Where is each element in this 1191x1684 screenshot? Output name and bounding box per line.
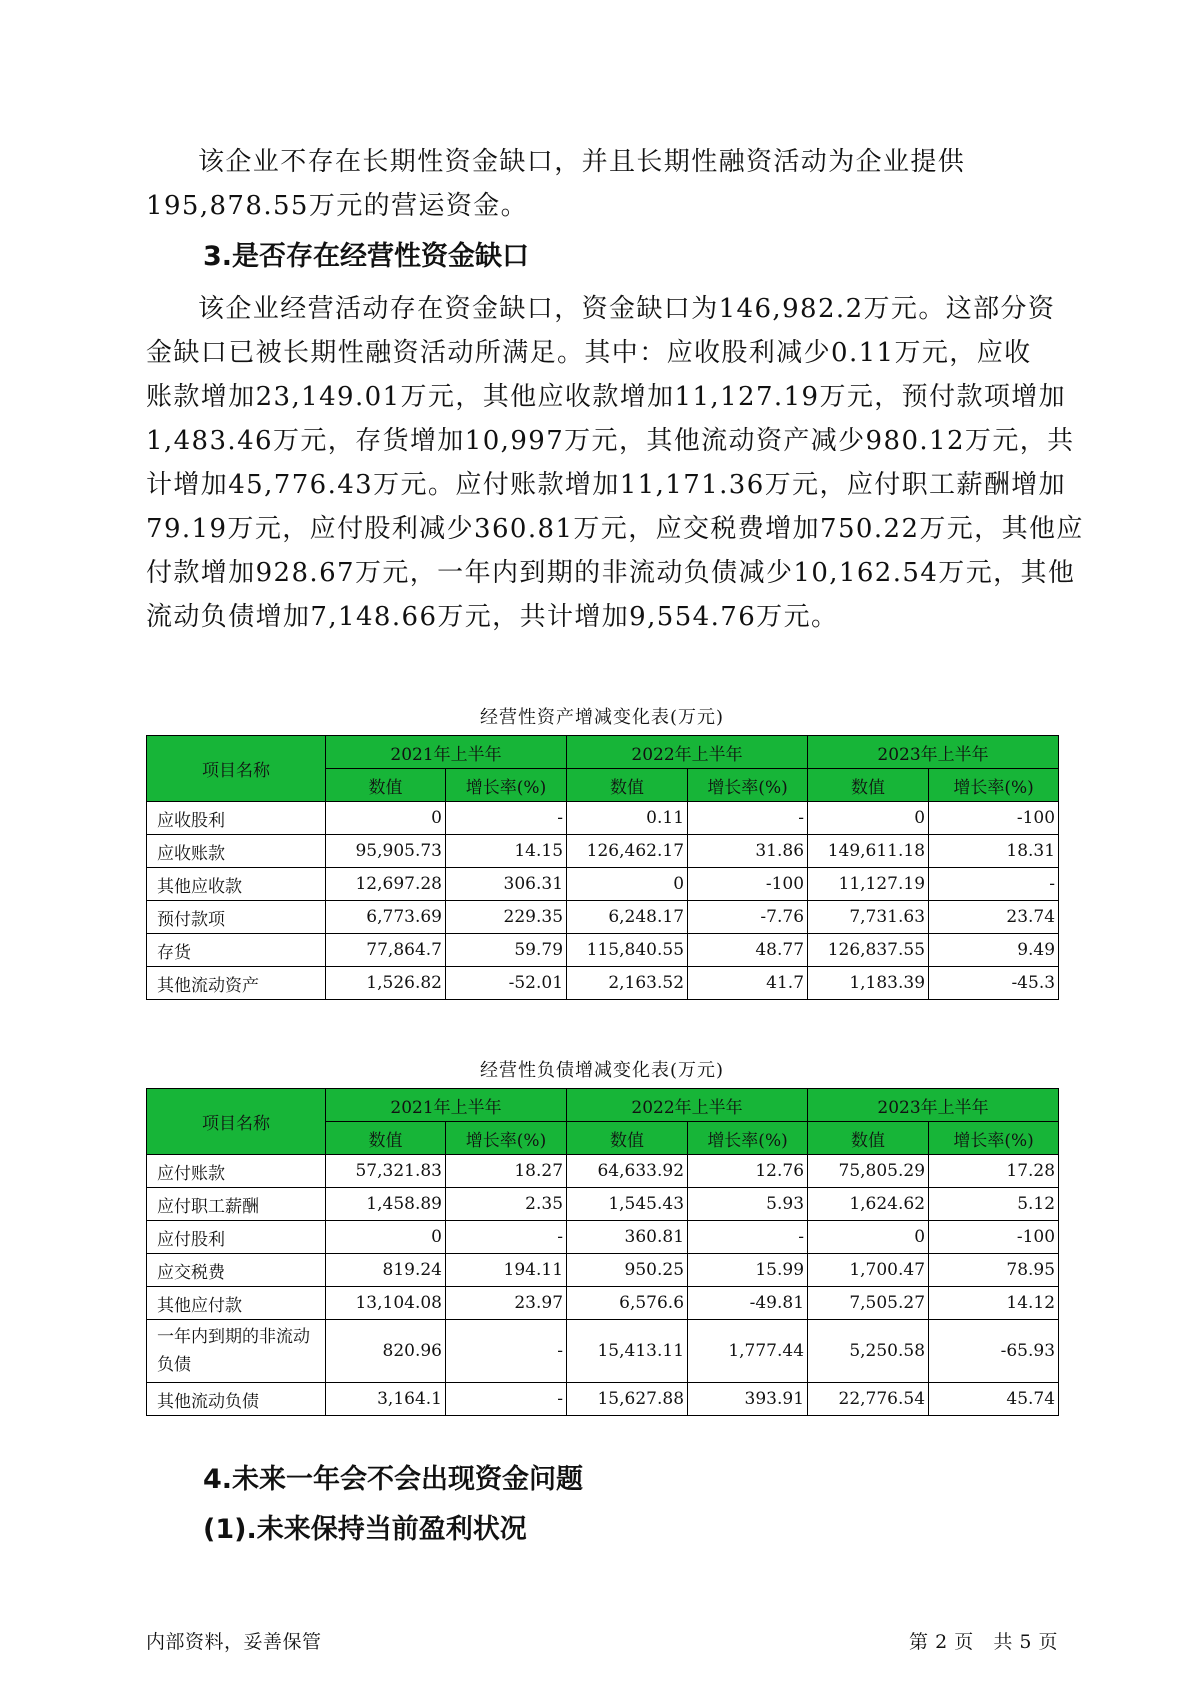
para-line: 该企业经营活动存在资金缺口，资金缺口为146,982.2万元。这部分资 [198, 294, 1056, 324]
header-period-2023: 2023年上半年 [808, 736, 1059, 769]
asset-table-body [147, 802, 1059, 1000]
table-cell: 18.27 [446, 1155, 567, 1188]
liability-table [146, 1088, 1059, 1416]
table-cell: 1,624.62 [808, 1188, 929, 1221]
table-row [147, 1383, 1059, 1416]
table-cell: 15,627.88 [567, 1383, 688, 1416]
table-cell: 149,611.18 [808, 835, 929, 868]
table-cell: 12,697.28 [326, 868, 446, 901]
intro-line-2: 195,878.55万元的营运资金。 [146, 191, 529, 221]
table-cell: 23.74 [929, 901, 1059, 934]
table-cell: -65.93 [929, 1320, 1059, 1383]
para-line: 计增加45,776.43万元。应付账款增加11,171.36万元，应付职工薪酬增加 [146, 470, 1067, 500]
table-row [147, 934, 1059, 967]
table-cell: -45.3 [929, 967, 1059, 1000]
header-rate: 增长率(%) [688, 769, 808, 802]
table-cell: 820.96 [326, 1320, 446, 1383]
table-cell: 22,776.54 [808, 1383, 929, 1416]
table-cell: 77,864.7 [326, 934, 446, 967]
table-cell: 14.12 [929, 1287, 1059, 1320]
table-cell: 229.35 [446, 901, 567, 934]
table-cell: 1,458.89 [326, 1188, 446, 1221]
intro-paragraph [146, 140, 1058, 228]
table-cell: 15.99 [688, 1254, 808, 1287]
table-row [147, 1188, 1059, 1221]
table-cell: -100 [688, 868, 808, 901]
table-cell: -52.01 [446, 967, 567, 1000]
table-cell: 11,127.19 [808, 868, 929, 901]
asset-table-caption: 经营性资产增减变化表(万元) [479, 707, 725, 728]
table-row [147, 835, 1059, 868]
table-row [147, 901, 1059, 934]
table-cell: 75,805.29 [808, 1155, 929, 1188]
table-cell: -49.81 [688, 1287, 808, 1320]
table-cell: 194.11 [446, 1254, 567, 1287]
table-cell: 57,321.83 [326, 1155, 446, 1188]
table-cell: 2.35 [446, 1188, 567, 1221]
row-label: 一年内到期的非流动负债 [147, 1320, 326, 1383]
table-cell: - [688, 1221, 808, 1254]
table-cell: 14.15 [446, 835, 567, 868]
table-cell: 6,576.6 [567, 1287, 688, 1320]
para-line: 流动负债增加7,148.66万元，共计增加9,554.76万元。 [146, 602, 839, 632]
table-cell: 17.28 [929, 1155, 1059, 1188]
para-line: 付款增加928.67万元，一年内到期的非流动负债减少10,162.54万元，其他 [146, 558, 1076, 588]
table-cell: 15,413.11 [567, 1320, 688, 1383]
row-label: 其他流动负债 [147, 1383, 326, 1416]
row-label: 存货 [147, 934, 326, 967]
table-cell: - [929, 868, 1059, 901]
row-label: 其他应收款 [147, 868, 326, 901]
table-cell: - [446, 1383, 567, 1416]
table-cell: 12.76 [688, 1155, 808, 1188]
header-value: 数值 [326, 1122, 446, 1155]
table-cell: 306.31 [446, 868, 567, 901]
row-label: 预付款项 [147, 901, 326, 934]
table-cell: 360.81 [567, 1221, 688, 1254]
header-rate: 增长率(%) [446, 1122, 567, 1155]
header-period-2023: 2023年上半年 [808, 1089, 1059, 1122]
header-item-name: 项目名称 [147, 736, 326, 802]
table-cell: 45.74 [929, 1383, 1059, 1416]
row-label: 应收股利 [147, 802, 326, 835]
table-cell: 6,773.69 [326, 901, 446, 934]
table-cell: - [446, 1320, 567, 1383]
table-cell: 950.25 [567, 1254, 688, 1287]
table-cell: 1,545.43 [567, 1188, 688, 1221]
table-cell: -100 [929, 802, 1059, 835]
liability-table-caption: 经营性负债增减变化表(万元) [479, 1060, 725, 1081]
para-line: 79.19万元，应付股利减少360.81万元，应交税费增加750.22万元，其他应 [146, 514, 1084, 544]
para-line: 金缺口已被长期性融资活动所满足。其中：应收股利减少0.11万元，应收 [146, 338, 1032, 368]
table-row [147, 1287, 1059, 1320]
table-cell: 31.86 [688, 835, 808, 868]
table-cell: 78.95 [929, 1254, 1059, 1287]
table-cell: 393.91 [688, 1383, 808, 1416]
table-cell: 5.93 [688, 1188, 808, 1221]
table-cell: 1,700.47 [808, 1254, 929, 1287]
table-cell: 3,164.1 [326, 1383, 446, 1416]
header-rate: 增长率(%) [688, 1122, 808, 1155]
header-item-name: 项目名称 [147, 1089, 326, 1155]
table-cell: - [446, 802, 567, 835]
row-label: 其他流动资产 [147, 967, 326, 1000]
table-cell: 1,777.44 [688, 1320, 808, 1383]
header-rate: 增长率(%) [929, 769, 1059, 802]
row-label: 应付职工薪酬 [147, 1188, 326, 1221]
row-label: 应收账款 [147, 835, 326, 868]
table-row [147, 967, 1059, 1000]
section3-paragraph [146, 287, 1084, 639]
table-cell: 819.24 [326, 1254, 446, 1287]
header-period-2022: 2022年上半年 [567, 736, 808, 769]
table-cell: 9.49 [929, 934, 1059, 967]
table-cell: 1,183.39 [808, 967, 929, 1000]
table-cell: 115,840.55 [567, 934, 688, 967]
table-cell: 13,104.08 [326, 1287, 446, 1320]
header-value: 数值 [808, 1122, 929, 1155]
section3-heading: 3.是否存在经营性资金缺口 [203, 241, 530, 272]
section4-sub-heading: (1).未来保持当前盈利状况 [203, 1514, 527, 1545]
footer-confidential-note: 内部资料，妥善保管 [146, 1631, 322, 1653]
table-cell: 41.7 [688, 967, 808, 1000]
header-value: 数值 [567, 1122, 688, 1155]
para-line: 1,483.46万元，存货增加10,997万元，其他流动资产减少980.12万元，共 [146, 426, 1075, 456]
row-label: 其他应付款 [147, 1287, 326, 1320]
table-cell: 0 [808, 802, 929, 835]
header-rate: 增长率(%) [446, 769, 567, 802]
section4-heading: 4.未来一年会不会出现资金问题 [203, 1464, 584, 1495]
table-row [147, 1221, 1059, 1254]
row-label: 应付股利 [147, 1221, 326, 1254]
liability-table-body [147, 1155, 1059, 1416]
header-value: 数值 [808, 769, 929, 802]
footer-page-number: 第 2 页 共 5 页 [909, 1631, 1058, 1653]
table-cell: 7,731.63 [808, 901, 929, 934]
table-row [147, 868, 1059, 901]
table-cell: 0 [326, 1221, 446, 1254]
header-period-2021: 2021年上半年 [326, 1089, 567, 1122]
table-cell: 0 [567, 868, 688, 901]
table-cell: 59.79 [446, 934, 567, 967]
table-cell: 95,905.73 [326, 835, 446, 868]
row-label: 应交税费 [147, 1254, 326, 1287]
table-cell: 126,462.17 [567, 835, 688, 868]
header-period-2022: 2022年上半年 [567, 1089, 808, 1122]
table-cell: 18.31 [929, 835, 1059, 868]
table-row [147, 1155, 1059, 1188]
table-cell: 64,633.92 [567, 1155, 688, 1188]
header-value: 数值 [567, 769, 688, 802]
table-cell: 5,250.58 [808, 1320, 929, 1383]
table-cell: -7.76 [688, 901, 808, 934]
table-cell: 0 [326, 802, 446, 835]
para-line: 账款增加23,149.01万元，其他应收款增加11,127.19万元，预付款项增加 [146, 382, 1067, 412]
header-rate: 增长率(%) [929, 1122, 1059, 1155]
table-cell: 126,837.55 [808, 934, 929, 967]
intro-line-1: 该企业不存在长期性资金缺口，并且长期性融资活动为企业提供 [198, 147, 966, 177]
table-cell: 48.77 [688, 934, 808, 967]
header-value: 数值 [326, 769, 446, 802]
table-cell: 23.97 [446, 1287, 567, 1320]
header-period-2021: 2021年上半年 [326, 736, 567, 769]
table-cell: 0.11 [567, 802, 688, 835]
table-cell: - [446, 1221, 567, 1254]
table-row [147, 1254, 1059, 1287]
table-cell: 0 [808, 1221, 929, 1254]
asset-table [146, 735, 1059, 1000]
table-cell: 2,163.52 [567, 967, 688, 1000]
table-cell: 5.12 [929, 1188, 1059, 1221]
row-label: 应付账款 [147, 1155, 326, 1188]
table-cell: 1,526.82 [326, 967, 446, 1000]
table-row [147, 1320, 1059, 1383]
table-cell: 6,248.17 [567, 901, 688, 934]
table-cell: - [688, 802, 808, 835]
table-cell: -100 [929, 1221, 1059, 1254]
table-row [147, 802, 1059, 835]
table-cell: 7,505.27 [808, 1287, 929, 1320]
